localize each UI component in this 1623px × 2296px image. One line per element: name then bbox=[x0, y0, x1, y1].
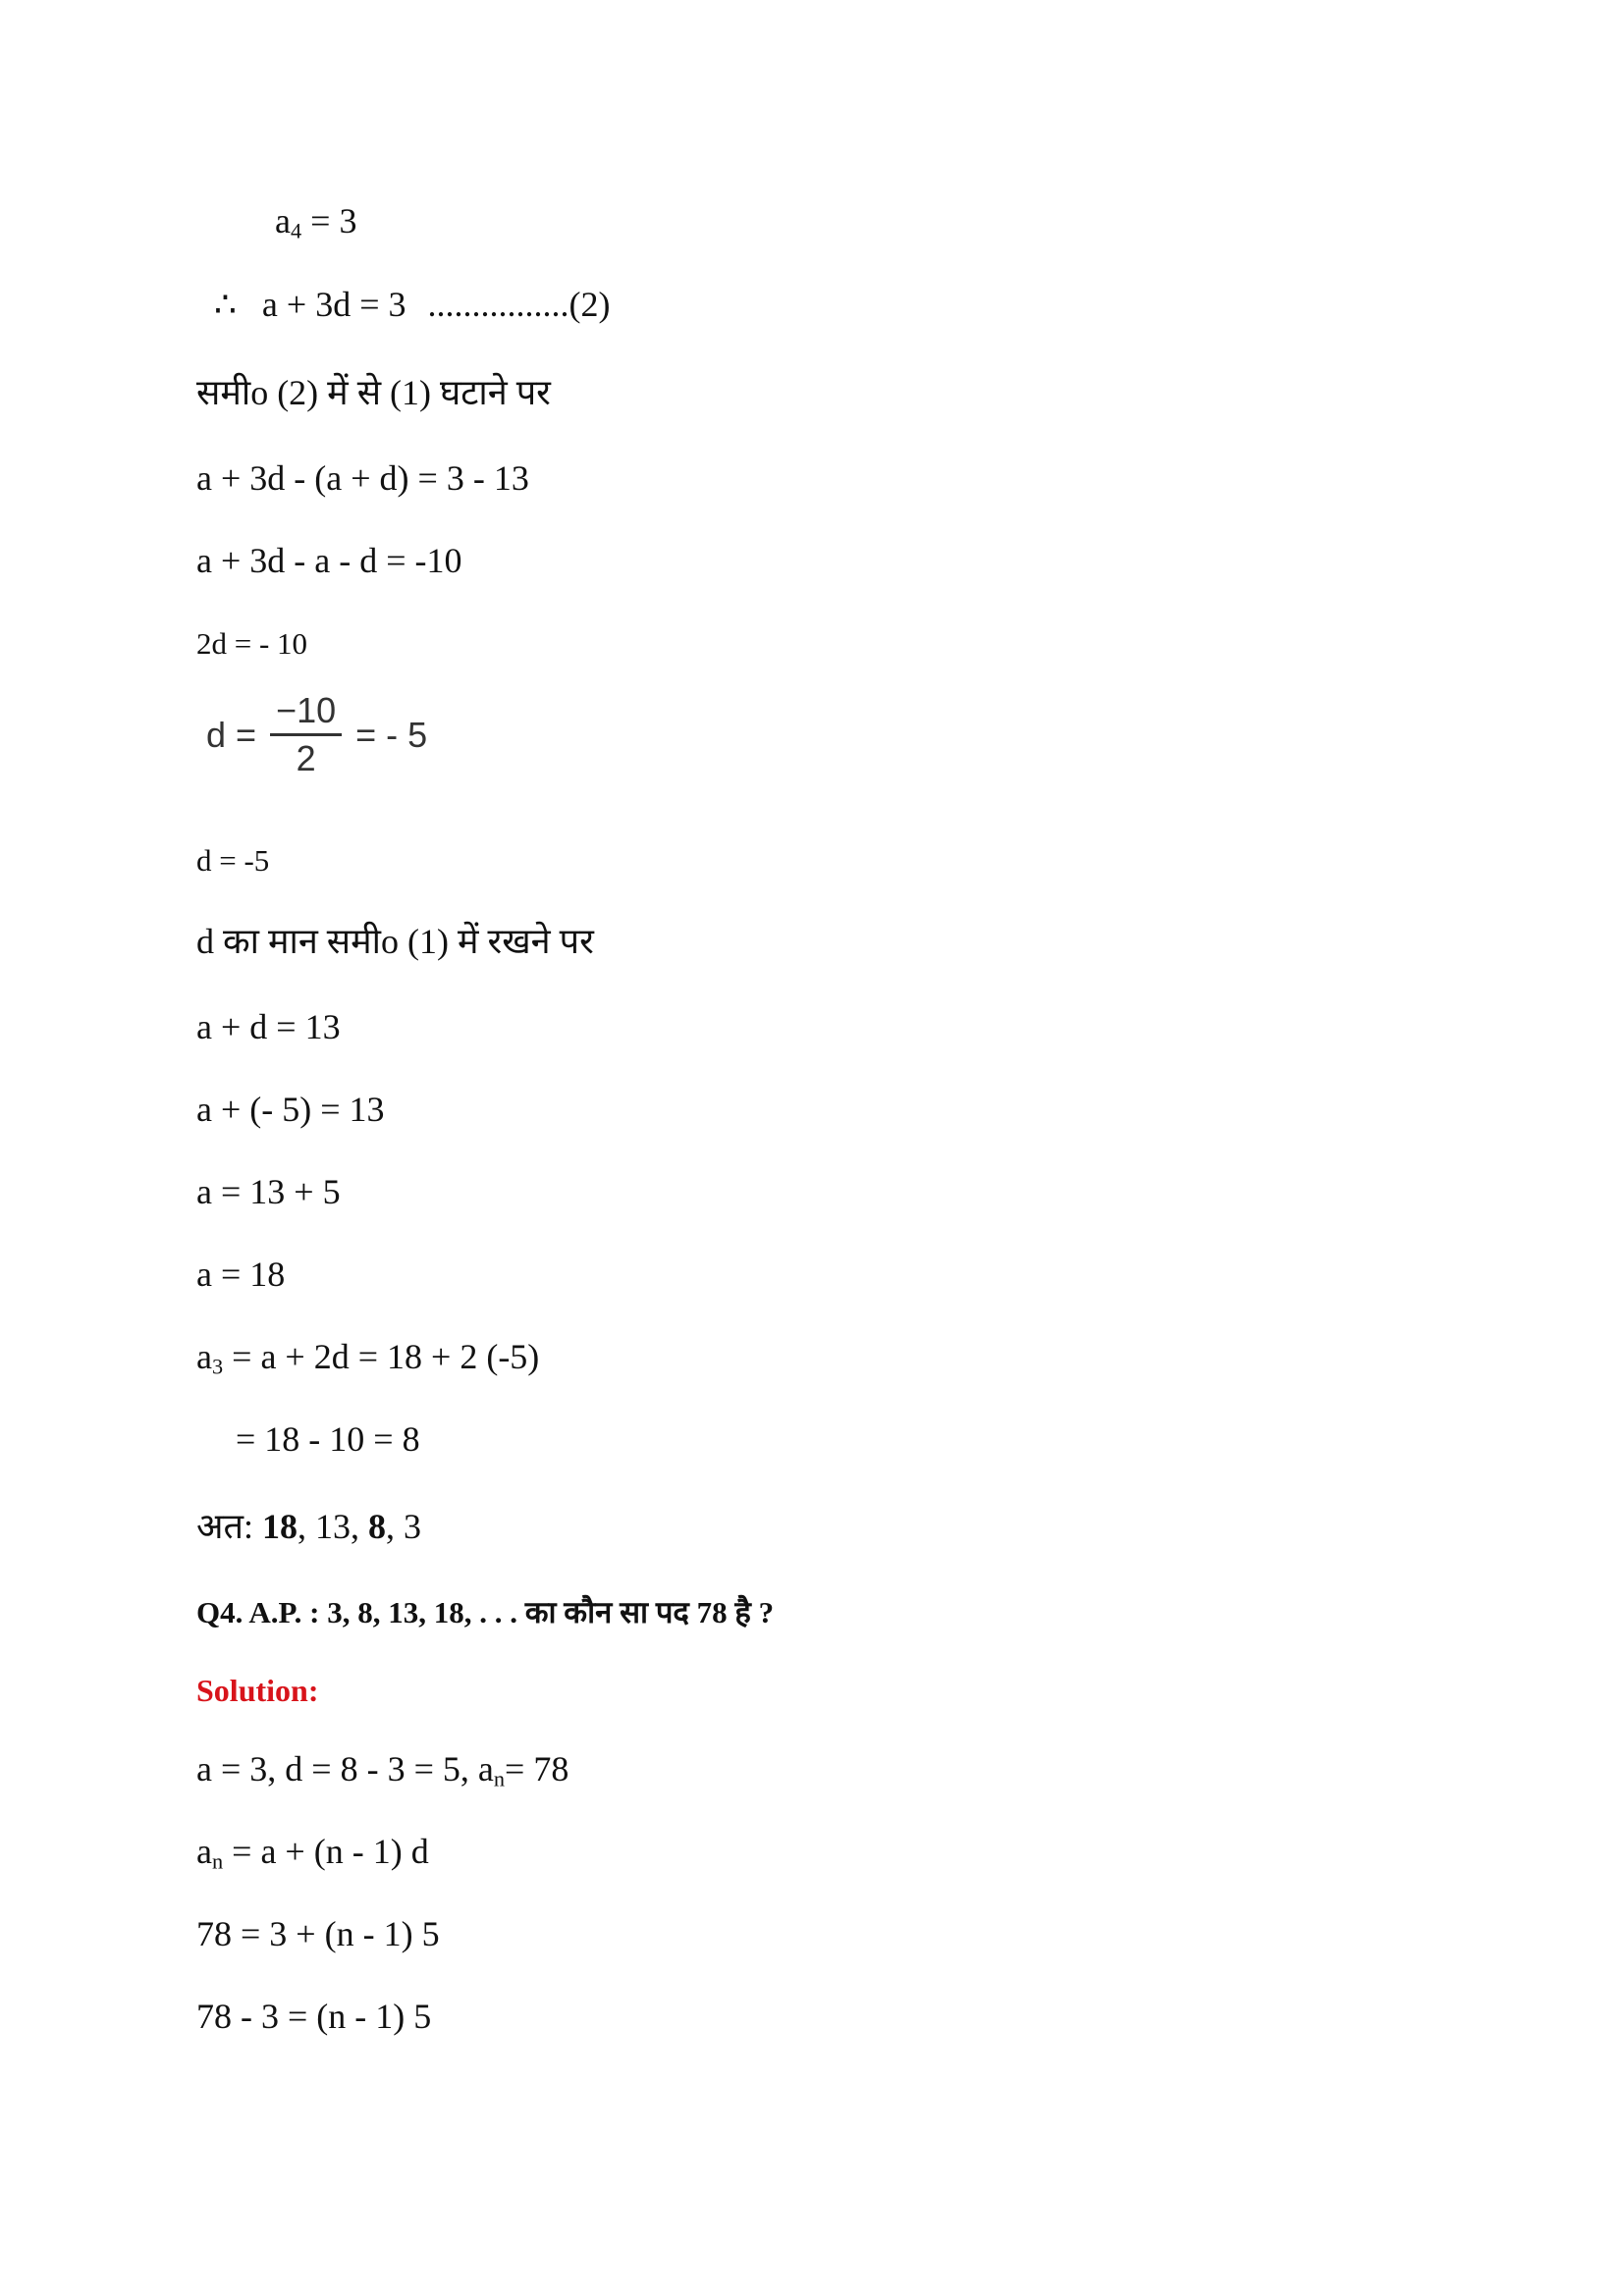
fraction-equation bbox=[206, 692, 427, 777]
step-line: a + (- 5) = 13 bbox=[196, 1090, 385, 1129]
eq-2: ∴ a + 3d = 3 ................(2) bbox=[214, 285, 611, 324]
step-line: a + 3d - a - d = -10 bbox=[196, 541, 462, 580]
step-line: a = 18 bbox=[196, 1255, 286, 1294]
fraction-rhs: = - 5 bbox=[355, 714, 428, 755]
solution-line: $a_n = a + (n - 1)$ d bbox=[196, 1832, 429, 1874]
therefore-symbol: ∴ bbox=[214, 285, 237, 324]
step-line: = 18 - 10 = 8 bbox=[236, 1419, 420, 1459]
step-substitute: d का मान समीo (1) में रखने पर bbox=[196, 922, 594, 961]
eq-a4: $a_4 = 3$ bbox=[275, 201, 357, 243]
solution-line: 78 - 3 = (n - 1) 5 bbox=[196, 1997, 432, 2036]
step-line: a + 3d - (a + d) = 3 - 13 bbox=[196, 458, 529, 498]
step-line: a + d = 13 bbox=[196, 1007, 341, 1046]
question-q4: Q4. A.P. : 3, 8, 13, 18, . . . का कौन सा पद 78 है ? bbox=[196, 1595, 775, 1629]
step-line: 2d = - 10 bbox=[196, 626, 308, 661]
solution-line: 78 = 3 + (n - 1) 5 bbox=[196, 1914, 440, 1953]
solution-line: a = 3, d = 8 - 3 = 5, $a_n= 78$ bbox=[196, 1749, 569, 1791]
equation-ref: ................(2) bbox=[427, 285, 611, 324]
step-subtract: समीo (2) में से (1) घटाने पर bbox=[196, 373, 551, 412]
eq-a3: $a_3 = a + 2d = 18 + 2$ (-5) bbox=[196, 1337, 540, 1379]
step-line: a = 13 + 5 bbox=[196, 1172, 341, 1211]
fraction-lhs: d = bbox=[206, 714, 257, 755]
fraction bbox=[270, 692, 342, 777]
answer-sequence: अत: 18, 13, 8, 3 bbox=[196, 1507, 422, 1546]
fraction-denominator: 2 bbox=[296, 738, 316, 778]
fraction-numerator: −10 bbox=[270, 692, 342, 736]
solution-heading: Solution: bbox=[196, 1673, 319, 1708]
step-line: d = -5 bbox=[196, 843, 270, 878]
